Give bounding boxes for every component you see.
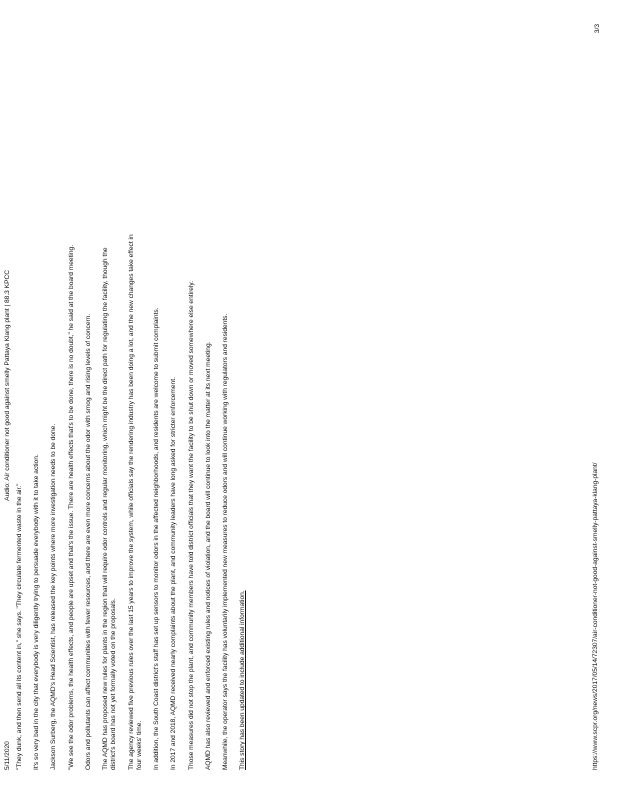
- paragraph: The AQMD has proposed new rules for plants in the region that will require odor controls and regular monitoring, which might be the direct path for regulating the facility, though the district's board has not yet formally voted on the proposals.: [102, 247, 118, 770]
- paragraph: The agency reviewed five previous rules over the last 15 years to improve the system, while officials say the rendering industry has been doing a lot, and the new changes take effect in four weeks' time.: [127, 234, 143, 770]
- update-note-link[interactable]: [239, 225, 247, 770]
- paragraph: "They dunk, and then send all its content in," she says. "They circulate fermented waste in the air.": [16, 483, 23, 770]
- footer-url: https://www.scpr.org/news/2017/05/14/72307/air-conditioner-not-good-against-smelly-pattaya-klang-plant/: [592, 462, 599, 770]
- article-body: [16, 225, 257, 770]
- paragraph: In 2017 and 2018, AQMD received nearly complaints about the plant, and community leaders have long asked for stricter enforcement.: [170, 377, 178, 770]
- paragraph: In addition, the South Coast district's staff has set up sensors to monitor odors in the affected neighborhoods, and residents are welcome to submit complaints.: [153, 307, 161, 770]
- paragraph: "We see the odor problems, the health effects, and people are upset and that's the issue. There are health effects that's to be done, there is no doubt," he said at the board meeting.: [67, 244, 75, 770]
- paragraph: AQMD has also reviewed and enforced existing rules and notices of violation, and the board will continue to look into the matter at its next meeting.: [204, 341, 212, 770]
- header-date: 5/11/2020: [4, 741, 11, 770]
- paragraph: It's so very bad in the city that everybody is very diligently trying to persuade everybody with it to take action.: [33, 454, 41, 770]
- page-number: 3/3: [594, 24, 601, 34]
- header-title: Audio: Air conditioner not good against smelly Pattaya Klang plant | 88.3 KPCC: [4, 270, 11, 501]
- paragraph: Odors and pollutants can affect communities with fewer resources, and there are even more concerns about the odor with smog and rising levels of concern.: [84, 313, 92, 770]
- update-note-link-text[interactable]: This story has been updated to include additional information.: [239, 590, 247, 770]
- paragraph: Jackson Surberg, the AQMD's Head Scientist, has released the key points where more investigation needs to be done.: [50, 423, 58, 770]
- paragraph: Those measures did not stop the plant, and community members have told district officials that they want the facility to be shut down or moved somewhere else entirely.: [187, 280, 195, 770]
- paragraph: Meanwhile, the operator says the facility has voluntarily implemented new measures to reduce odors and will continue working with regulators and residents.: [222, 313, 230, 770]
